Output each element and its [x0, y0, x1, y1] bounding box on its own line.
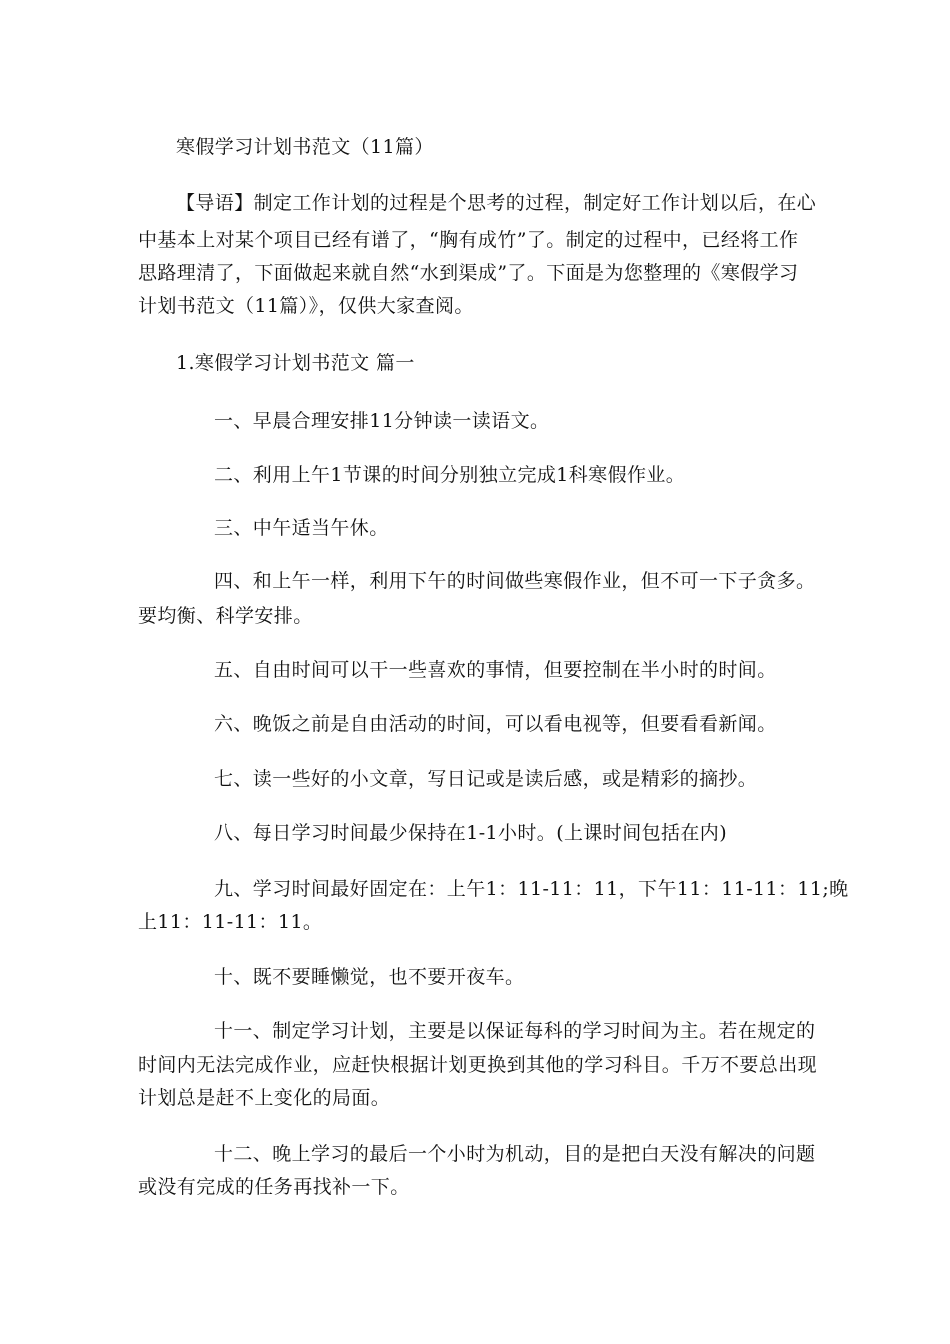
plan-item-line: 十二、晚上学习的最后一个小时为机动，目的是把白天没有解决的问题 [214, 1143, 816, 1165]
plan-item-line: 时间内无法完成作业，应赶快根据计划更换到其他的学习科目。千万不要总出现 [138, 1054, 818, 1076]
intro-line: 思路理清了，下面做起来就自然“水到渠成”了。下面是为您整理的《寒假学习 [138, 262, 799, 284]
intro-line: 计划书范文（11篇）》，仅供大家查阅。 [138, 295, 474, 317]
plan-item-line: 计划总是赶不上变化的局面。 [138, 1087, 391, 1109]
plan-item-line: 十、既不要睡懒觉，也不要开夜车。 [214, 966, 525, 988]
plan-item-line: 一、早晨合理安排11分钟读一读语文。 [214, 410, 550, 432]
plan-item-line: 上11：11-11：11。 [138, 911, 323, 933]
plan-item-line: 三、中午适当午休。 [214, 517, 389, 539]
plan-item-line: 九、学习时间最好固定在：上午1：11-11：11，下午11：11-11：11;晚 [214, 878, 849, 900]
section-heading: 1.寒假学习计划书范文 篇一 [176, 352, 415, 374]
intro-line: 【导语】制定工作计划的过程是个思考的过程，制定好工作计划以后，在心 [176, 192, 817, 214]
plan-item-line: 七、读一些好的小文章，写日记或是读后感，或是精彩的摘抄。 [214, 768, 758, 790]
plan-item-line: 十一、制定学习计划，主要是以保证每科的学习时间为主。若在规定的 [214, 1020, 816, 1042]
plan-item-line: 或没有完成的任务再找补一下。 [138, 1176, 410, 1198]
document-title: 寒假学习计划书范文（11篇） [176, 136, 434, 158]
plan-item-line: 八、每日学习时间最少保持在1-1小时。(上课时间包括在内) [214, 822, 728, 844]
intro-line: 中基本上对某个项目已经有谱了，“胸有成竹”了。制定的过程中，已经将工作 [138, 229, 799, 251]
plan-item-line: 四、和上午一样，利用下午的时间做些寒假作业，但不可一下子贪多。 [214, 570, 816, 592]
plan-item-line: 六、晚饭之前是自由活动的时间，可以看电视等，但要看看新闻。 [214, 713, 777, 735]
plan-item-line: 要均衡、科学安排。 [138, 605, 313, 627]
plan-item-line: 二、利用上午1节课的时间分别独立完成1科寒假作业。 [214, 464, 686, 486]
plan-item-line: 五、自由时间可以干一些喜欢的事情，但要控制在半小时的时间。 [214, 659, 777, 681]
